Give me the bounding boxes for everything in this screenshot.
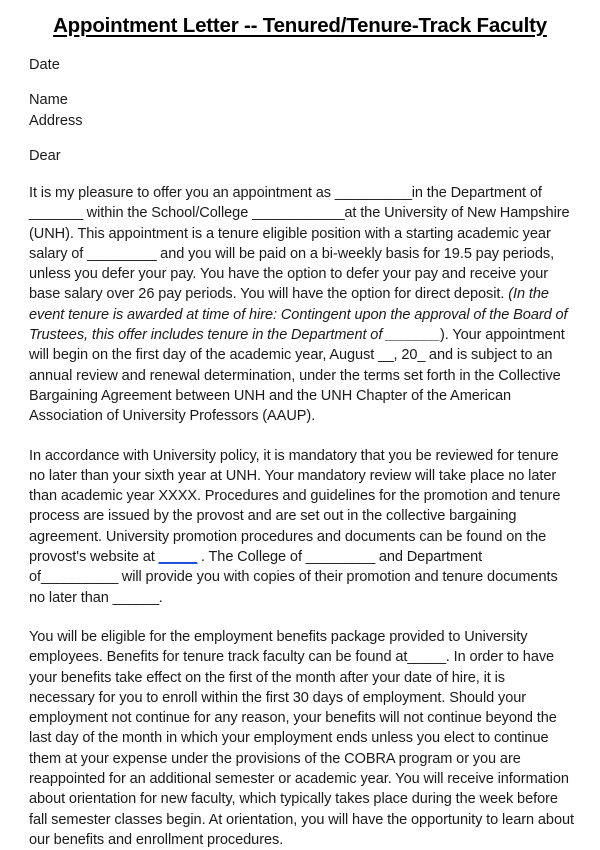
p1-blank-august-day: __ [378,347,394,364]
p2-blank-department: __________ [41,569,118,586]
recipient-address-line: Address [29,113,83,129]
letter-body [29,55,574,850]
paragraph-benefits [29,627,574,850]
spacer-after-date [29,76,574,90]
page-title [0,14,600,38]
p1-text-g: , 20 [393,347,418,364]
p2-text-c: and Department of [29,549,483,586]
p1-text-c: within the School/College [82,205,253,222]
p1-blank-year: _ [417,347,426,364]
p1-text-b: in the Department of [411,185,542,201]
p1-text-a: It is my pleasure to offer you an appointment as [29,185,335,201]
p1-italic-blank-department: _______ [386,327,440,344]
salutation-line: Dear [29,148,61,164]
p2-text-b: . The College of [197,549,306,566]
page-title-text: Appointment Letter -- Tenured/Tenure-Track Faculty [53,14,547,37]
p1-blank-department: _______ [29,205,83,222]
spacer-after-address [29,132,574,146]
p1-text-f: ). Your appointment will begin on the first day of the academic year, August [29,327,565,364]
p2-text-e: . [158,589,163,606]
p2-blank-deadline: ______ [112,589,159,606]
p2-text-d: will provide you with copies of their promotion and tenure documents no later than [29,569,558,606]
p3-text-a: You will be eligible for the employment benefits package provided to University employees. Benefits for tenure track faculty can be found at [29,628,528,666]
paragraph-offer [29,183,574,427]
paragraph-tenure-review [29,446,574,608]
spacer-after-salutation [29,167,574,183]
recipient-name-line: Name [29,92,68,108]
provost-website-link[interactable]: _____ [158,549,198,566]
p1-text-e: and you will be paid on a bi-weekly basis for 19.5 pay periods, unless you defer your pay. You have the option to defer your pay and receive your base salary over 26 pay periods. You will have the option for direct deposit. [29,245,555,303]
p2-text-a: In accordance with University policy, it is mandatory that you be reviewed for tenure no later than your sixth year at UNH. Your mandatory review will take place no later than academic year XXXX. Procedures and guidelines for the promotion and tenure process are issued by the provost and are set out in the collective bargaining agreement. University promotion procedures and documents can be found on the provost's website at [29,447,561,566]
p3-blank-benefits-link: _____ [407,649,446,666]
p1-blank-school-college: ____________ [252,205,345,222]
p1-blank-position: __________ [334,185,412,201]
p3-text-b: . In order to have your benefits take effect on the first of the month after your date of hire, it is necessary for you to enroll within the first 30 days of employment. Should your employment not continue for any reason, your benefits will not continue beyond the last day of the month in which your employment ends unless you elect to continue them at your expense under the provisions of the COBRA program or you are reappointed for an additional semester or academic year. You will receive information about orientation for new faculty, which typically takes place during the week before fall semester classes begin. At orientation, you will have the opportunity to learn about our benefits and enrollment procedures. [29,649,575,848]
p2-blank-college: _________ [305,549,375,566]
p1-text-d: at the University of New Hampshire (UNH). This appointment is a tenure eligible position with a starting academic year salary of [29,205,570,262]
p1-blank-salary: _________ [87,245,157,262]
date-line: Date [29,57,60,73]
p1-italic-tenure-note: (In the event tenure is awarded at time of hire: Contingent upon the approval of the Board of Trustees, this offer includes tenure in the Department of [29,286,568,344]
p1-text-h: and is subject to an annual review and renewal determination, under the terms set forth in the Collective Bargaining Agreement between UNH and the UNH Chapter of the American Association of University Professors (AAUP). [29,347,561,425]
